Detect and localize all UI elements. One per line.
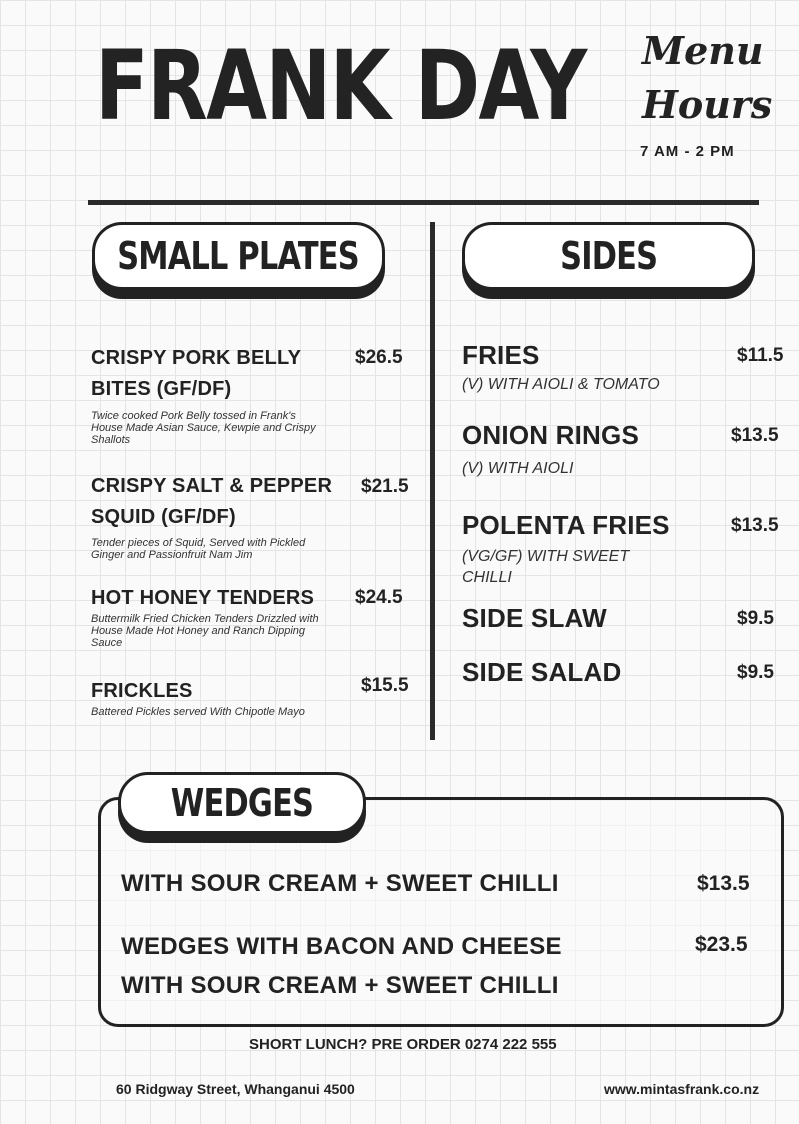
restaurant-title: FRANK DAY: [95, 30, 586, 142]
side-note-polenta-fries-cont: CHILLI: [462, 569, 512, 586]
side-price-polenta-fries: $13.5: [731, 515, 779, 536]
sides-heading: [462, 222, 755, 290]
side-price-onion-rings: $13.5: [731, 425, 779, 446]
item-price: $24.5: [355, 587, 403, 608]
item-name: CRISPY SALT & PEPPER: [91, 475, 333, 497]
wedge-item-price: $13.5: [697, 872, 750, 895]
side-note-polenta-fries: (VG/GF) WITH SWEET: [462, 548, 630, 565]
side-name-onion-rings: ONION RINGS: [462, 420, 639, 450]
item-price: $26.5: [355, 347, 403, 368]
side-price-side-salad: $9.5: [737, 662, 774, 683]
side-name-fries: FRIES: [462, 340, 540, 370]
menu-script-label: Menu: [642, 28, 764, 73]
item-description-cont: Sauce: [91, 637, 123, 649]
small-plates-heading: [92, 222, 385, 290]
item-name: FRICKLES: [91, 680, 193, 702]
item-description: Battered Pickles served With Chipotle Mayo: [91, 706, 305, 718]
wedge-item-price: $23.5: [695, 933, 748, 956]
side-note-onion-rings: (V) WITH AIOLI: [462, 460, 574, 477]
side-price-side-slaw: $9.5: [737, 608, 774, 629]
website-link[interactable]: www.mintasfrank.co.nz: [604, 1081, 760, 1097]
item-name: CRISPY PORK BELLY: [91, 347, 302, 369]
wedges-heading-text: WEDGES: [170, 781, 314, 825]
sides-heading-text: SIDES: [559, 234, 658, 278]
side-price-fries: $11.5: [737, 345, 784, 366]
small-plates-heading-text: SMALL PLATES: [117, 234, 360, 278]
item-description: Twice cooked Pork Belly tossed in Frank's: [91, 410, 296, 422]
item-price: $15.5: [361, 675, 409, 696]
wedge-item-line: WEDGES WITH BACON AND CHEESE: [121, 933, 562, 960]
wedge-item-line: WITH SOUR CREAM + SWEET CHILLI: [121, 870, 559, 897]
side-note-fries: (V) WITH AIOLI & TOMATO: [462, 376, 660, 393]
opening-hours: 7 AM - 2 PM: [640, 143, 735, 160]
item-description-cont: House Made Hot Honey and Ranch Dipping: [91, 625, 306, 637]
hours-script-label: Hours: [642, 82, 773, 127]
address: 60 Ridgway Street, Whanganui 4500: [116, 1081, 355, 1097]
item-name-cont: SQUID (GF/DF): [91, 506, 236, 528]
wedges-heading: [118, 772, 366, 834]
side-name-polenta-fries: POLENTA FRIES: [462, 510, 670, 540]
item-description: Tender pieces of Squid, Served with Pickled: [91, 537, 306, 549]
side-name-side-slaw: SIDE SLAW: [462, 603, 607, 633]
wedge-item-line-cont: WITH SOUR CREAM + SWEET CHILLI: [121, 972, 559, 999]
item-name-cont: BITES (GF/DF): [91, 378, 232, 400]
header-divider: [88, 200, 759, 205]
item-description-cont: House Made Asian Sauce, Kewpie and Crispy: [91, 422, 316, 434]
item-description-cont: Ginger and Passionfruit Nam Jim: [91, 549, 253, 561]
side-name-side-salad: SIDE SALAD: [462, 657, 622, 687]
preorder-notice: SHORT LUNCH? PRE ORDER 0274 222 555: [249, 1036, 557, 1053]
item-price: $21.5: [361, 476, 409, 497]
item-description-cont: Shallots: [91, 434, 131, 446]
item-description: Buttermilk Fried Chicken Tenders Drizzled with: [91, 613, 319, 625]
item-name: HOT HONEY TENDERS: [91, 587, 315, 609]
